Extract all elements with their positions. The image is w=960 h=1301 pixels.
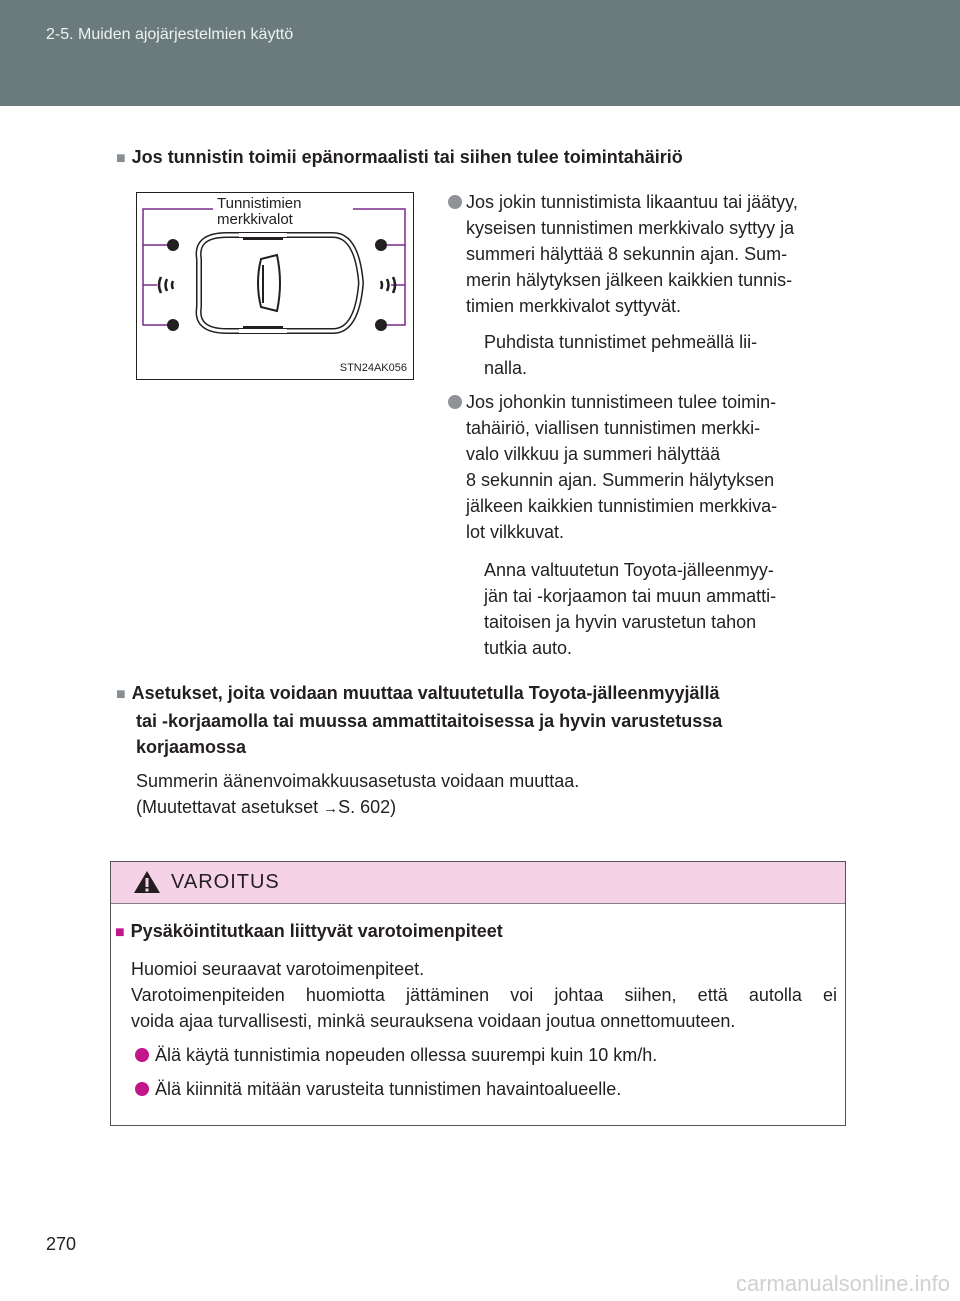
text-line: korjaamossa <box>136 737 247 757</box>
leader-lines <box>143 209 405 325</box>
text-line <box>136 794 579 822</box>
text-line: merin hälytyksen jälkeen kaikkien tunnis- <box>466 270 793 290</box>
section2-heading <box>116 680 836 760</box>
square-bullet-icon: ■ <box>116 150 126 167</box>
text-line: summeri hälyttää 8 sekunnin ajan. Sum- <box>466 244 788 264</box>
square-bullet-icon: ■ <box>116 686 126 703</box>
arrow-right-icon: → <box>323 800 339 817</box>
bullet-icon <box>135 1082 149 1096</box>
section2-text <box>136 768 579 822</box>
warning-header <box>111 862 845 904</box>
car-diagram <box>137 193 413 379</box>
bullet2-text <box>466 389 828 545</box>
section1-heading <box>116 144 683 172</box>
text-line: jän tai -korjaamon tai muun ammatti- <box>484 586 777 606</box>
warning-bullet2: Älä kiinnitä mitään varusteita tunnistimen havaintoalueelle. <box>155 1079 622 1099</box>
text-line: Jos jokin tunnistimista likaantuu tai jäätyy, <box>466 192 798 212</box>
text-line: valo vilkkuu ja summeri hälyttää <box>466 444 721 464</box>
text-line: Huomioi seuraavat varotoimenpiteet. <box>131 959 425 979</box>
text-line: jälkeen kaikkien tunnistimien merkkiva- <box>466 496 778 516</box>
page-reference-link[interactable]: S. 602) <box>338 797 397 817</box>
text-line: tutkia auto. <box>484 638 573 658</box>
warning-triangle-icon <box>133 870 161 894</box>
text-line: Summerin äänenvoimakkuusasetusta voidaan muuttaa. <box>136 771 580 791</box>
text-line: taitoisen ja hyvin varustetun tahon <box>484 612 757 632</box>
bullet1-text <box>466 189 828 319</box>
figure-code: STN24AK056 <box>339 362 407 374</box>
bullet2-action <box>484 557 828 661</box>
bullet-icon <box>135 1048 149 1062</box>
sensor-light-rear-left <box>167 319 179 331</box>
square-bullet-icon: ■ <box>115 924 125 941</box>
text-line: Jos johonkin tunnistimeen tulee toimin- <box>466 392 777 412</box>
sensor-light-front-right <box>375 239 387 251</box>
text-line: kyseisen tunnistimen merkkivalo syttyy ja <box>466 218 795 238</box>
warning-title: VAROITUS <box>171 871 280 893</box>
bullet-icon <box>448 395 462 409</box>
text-line: Varotoimenpiteiden huomiotta jättäminen voi johtaa siihen, että autolla ei <box>131 985 837 1005</box>
warning-bullet1: Älä käytä tunnistimia nopeuden ollessa suurempi kuin 10 km/h. <box>155 1045 658 1065</box>
page-header <box>0 0 960 106</box>
figure-label-line1: Tunnistimien <box>217 195 302 212</box>
warning-subheading <box>115 918 503 946</box>
text-fragment: (Muutettavat asetukset <box>136 797 324 817</box>
sensor-light-rear-right <box>375 319 387 331</box>
car-outline-icon <box>199 235 361 331</box>
watermark: carmanualsonline.info <box>735 1271 950 1296</box>
bullet1-action <box>484 329 828 381</box>
text-line: tahäiriö, viallisen tunnistimen merkki- <box>466 418 761 438</box>
sensor-light-front-left <box>167 239 179 251</box>
text-line: voida ajaa turvallisesti, minkä seurauksena voidaan joutua onnettomuuteen. <box>131 1011 736 1031</box>
text-line: nalla. <box>484 358 528 378</box>
warning-box <box>110 861 846 1126</box>
text-line: 8 sekunnin ajan. Summerin hälytyksen <box>466 470 775 490</box>
warning-intro <box>131 956 837 1034</box>
section-title: 2-5. Muiden ajojärjestelmien käyttö <box>46 26 294 43</box>
text-line: Asetukset, joita voidaan muuttaa valtuutetulla Toyota-jälleenmyyjällä <box>131 683 720 703</box>
figure-label-line2: merkkivalot <box>217 211 293 228</box>
text-line: timien merkkivalot syttyvät. <box>466 296 682 316</box>
text-line: Pysäköintitutkaan liittyvät varotoimenpiteet <box>130 921 503 941</box>
sensor-figure <box>136 192 414 380</box>
section1-heading-text: Jos tunnistin toimii epänormaalisti tai siihen tulee toimintahäiriö <box>131 147 683 167</box>
text-line: Puhdista tunnistimet pehmeällä lii- <box>484 332 758 352</box>
text-line: Anna valtuutetun Toyota-jälleenmyy- <box>484 560 774 580</box>
bullet-icon <box>448 195 462 209</box>
page-number: 270 <box>46 1234 77 1254</box>
text-line: lot vilkkuvat. <box>466 522 565 542</box>
text-line: tai -korjaamolla tai muussa ammattitaitoisessa ja hyvin varustetussa <box>136 711 723 731</box>
